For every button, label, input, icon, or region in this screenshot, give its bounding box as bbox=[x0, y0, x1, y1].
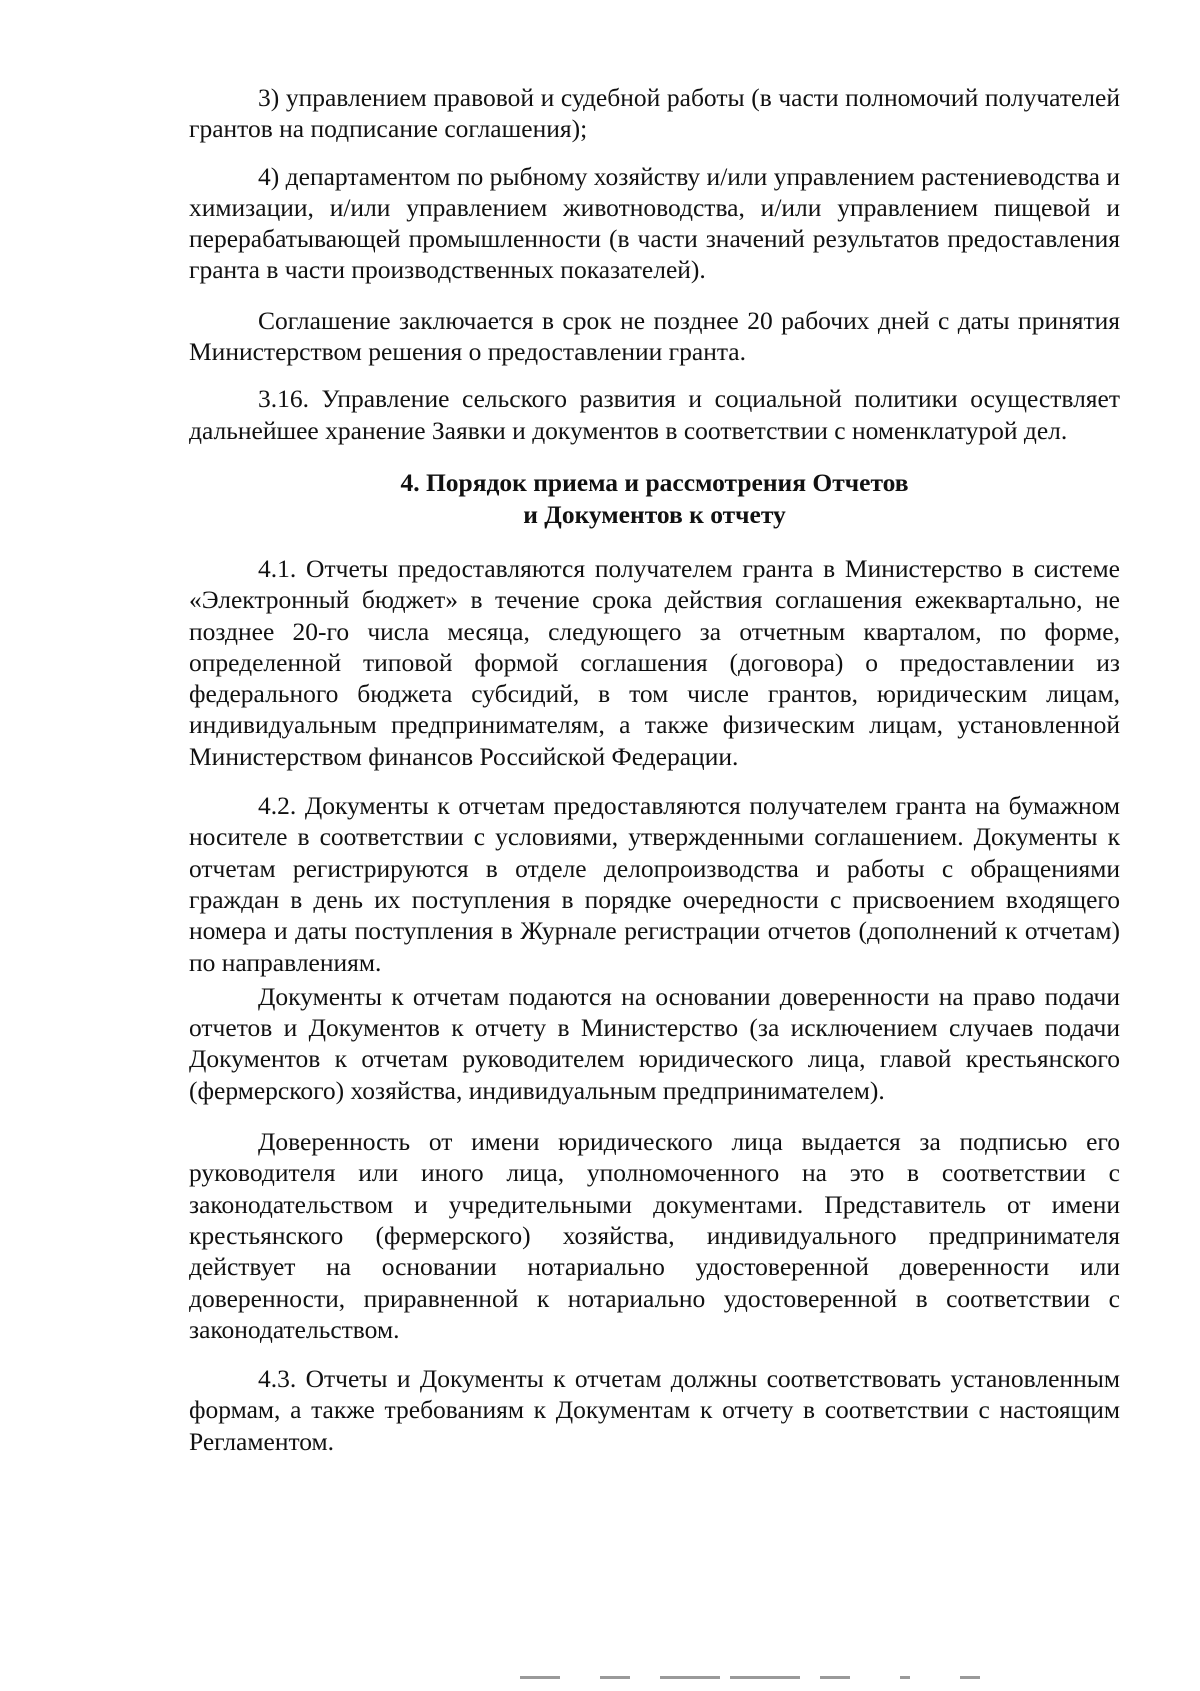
paragraph-4-3: 4.3. Отчеты и Документы к отчетам должны соответствовать установленным формам, а также требованиям к Документам к отчету в соответствии с настоящим Регламентом. bbox=[189, 1364, 1120, 1456]
paragraph-power-of-attorney: Документы к отчетам подаются на основании доверенности на право подачи отчетов и Документов к отчету в Министерство (за исключением случаев подачи Документов к отчетам руководителем юридического лица, главой крестьянского (фермерского) хозяйства, индивидуальным предпринимателем). bbox=[189, 981, 1120, 1105]
scan-edge-marks bbox=[0, 1676, 1200, 1682]
section-heading-line2: и Документов к отчету bbox=[523, 499, 786, 529]
paragraph-3-16: 3.16. Управление сельского развития и социальной политики осуществляет дальнейшее хранение Заявки и документов в соответствии с номенклатурой дел. bbox=[189, 384, 1120, 445]
section-heading-line1: 4. Порядок приема и рассмотрения Отчетов bbox=[400, 467, 909, 497]
document-page bbox=[189, 82, 1120, 1457]
paragraph-legal-entity-attorney: Доверенность от имени юридического лица выдается за подписью его руководителя или иного лица, уполномоченного на это в соответствии с законодательством и учредительными документами. Представитель от имени крестьянского (фермерского) хозяйства, индивидуального предпринимателя действует на основании нотариально удостоверенной доверенности или доверенности, приравненной к нотариально удостоверенной в соответствии с законодательством. bbox=[189, 1127, 1120, 1344]
paragraph-agreement-term: Соглашение заключается в срок не позднее 20 рабочих дней с даты принятия Министерством решения о предоставлении гранта. bbox=[189, 305, 1120, 367]
paragraph-item-3: 3) управлением правовой и судебной работы (в части полномочий получателей грантов на подписание соглашения); bbox=[189, 83, 1120, 144]
paragraph-4-1: 4.1. Отчеты предоставляются получателем гранта в Министерство в системе «Электронный бюджет» в течение срока действия соглашения ежеквартально, не позднее 20-го числа месяца, следующего за отчетным кварталом, по форме, определенной типовой формой соглашения (договора) о предоставлении из федерального бюджета субсидий, в том числе грантов, юридическим лицам, индивидуальным предпринимателям, а также физическим лицам, установленной Министерством финансов Российской Федерации. bbox=[189, 553, 1120, 771]
paragraph-4-2: 4.2. Документы к отчетам предоставляются получателем гранта на бумажном носителе в соответствии с условиями, утвержденными соглашением. Документы к отчетам регистрируются в отделе делопроизводства и работы с обращениями граждан в день их поступления в порядке очередности с присвоением входящего номера и даты поступления в Журнале регистрации отчетов (дополнений к отчетам) по направлениям. bbox=[189, 791, 1120, 977]
section-heading bbox=[189, 467, 1120, 531]
paragraph-item-4: 4) департаментом по рыбному хозяйству и/или управлением растениеводства и химизации, и/или управлением животноводства, и/или управлением пищевой и перерабатывающей промышленности (в части значений результатов предоставления гранта в части производственных показателей). bbox=[189, 161, 1120, 285]
